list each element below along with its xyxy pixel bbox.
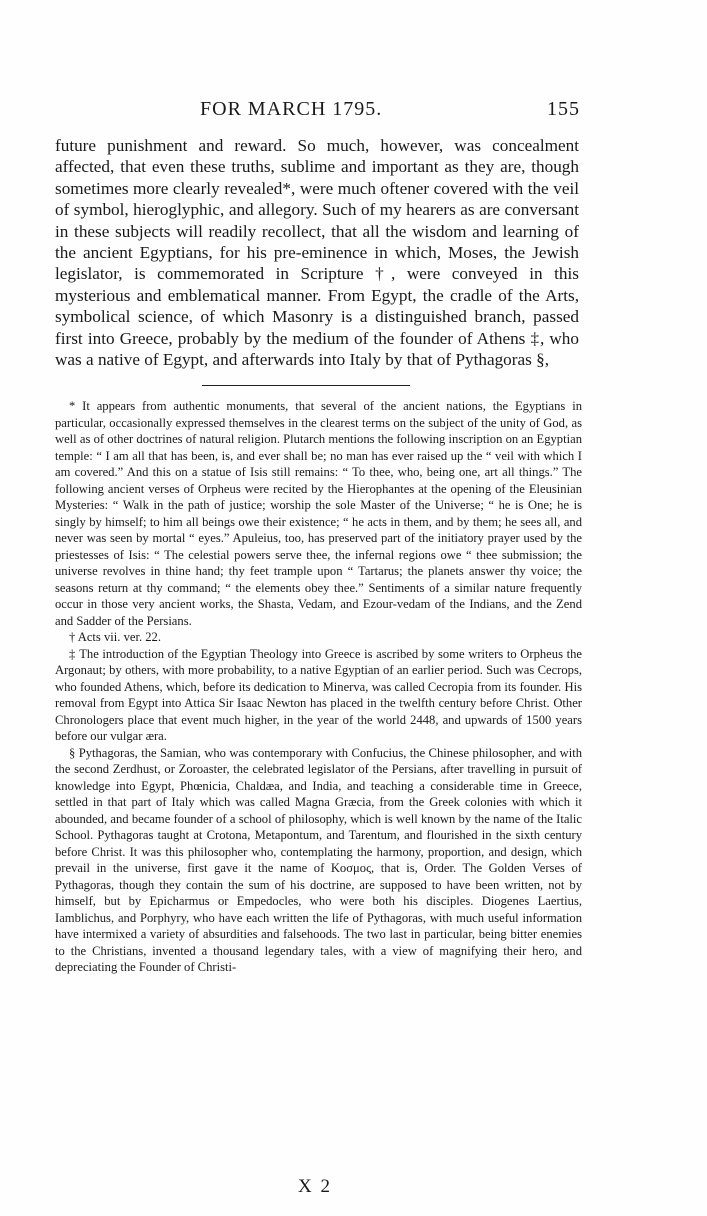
running-header xyxy=(200,98,580,128)
footnote-divider xyxy=(202,385,410,386)
signature-mark: X 2 xyxy=(298,1176,332,1197)
running-title: FOR MARCH 1795. xyxy=(200,98,383,120)
footnote-section: § Pythagoras, the Samian, who was contemporary with Confucius, the Chinese philosopher, and with the second Zerdhust, or Zoroaster, the celebrated legislator of the Persians, after travelling in pursuit of knowledge into Egypt, Phœnicia, Chaldæa, and India, and teaching a considerable time in Greece, settled in that part of Italy which was called Magna Græcia, from the Greek colonies with which it abounded, and became founder of a school of philosophy, which is well known by the name of the Italic School. Pythagoras taught at Crotona, Metapontum, and Tarentum, and flourished in the sixth century before Christ. It was this philosopher who, contemplating the harmony, proportion, and design, which prevail in the universe, first gave it the name of Κοσμος, that is, Order. The Golden Verses of Pythagoras, though they contain the sum of his doctrine, are supposed to have been written, not by himself, but by Epicharmus or Empedocles, who were both his disciples. Diogenes Laertius, Iamblichus, and Porphyry, who have each written the life of Pythagoras, with much useful information have intermixed a variety of absurdities and falsehoods. The two last in particular, being bitter enemies to the Christians, invented a thousand legendary tales, with a view of magnifying their hero, and depreciating the Founder of Christi- xyxy=(55,745,582,974)
main-text xyxy=(55,135,579,370)
footnotes xyxy=(55,398,582,976)
footnote-star: * It appears from authentic monuments, that several of the ancient nations, the Egyptians in particular, occasionally expressed themselves in the clearest terms on the subject of the unity of God, as well as of other doctrines of natural religion. Plutarch mentions the following inscription on an Egyptian temple: “ I am all that has been, is, and ever shall be; no man has ever raised up the “ veil with which I am covered.” And this on a statue of Isis still remains: “ To thee, who, being one, art all things.” The following ancient verses of Orpheus were recited by the Hierophantes at the opening of the Eleusinian Mysteries: “ Walk in the path of justice; worship the sole Master of the Universe; “ he is One; he is singly by himself; to him all beings owe their existence; “ he acts in them, and by them; he sees all, and never was seen by mortal “ eyes.” Apuleius, too, has preserved part of the initiatory prayer used by the priestesses of Isis: “ The celestial powers serve thee, the infernal regions owe “ thee submission; the universe revolves in thine hand; thy feet trample upon “ Tartarus; the planets answer thy voice; the seasons return at thy command; “ the elements obey thee.” Sentiments of a similar nature frequently occur in those very ancient works, the Shasta, Vedam, and Ezour-vedam of the Indians, and the Zend and Sadder of the Persians. xyxy=(55,399,582,628)
footnote-double-dagger: ‡ The introduction of the Egyptian Theology into Greece is ascribed by some writers to Orpheus the Argonaut; by others, with more probability, to a native Egyptian of an earlier period. Such was Cecrops, who founded Athens, which, before its dedication to Minerva, was called Cecropia from its founder. His removal from Egypt into Attica Sir Isaac Newton has placed in the twelfth century before Christ. Other Chronologers place that event much higher, in the year of the world 2448, and upwards of 1500 years before our vulgar æra. xyxy=(55,646,582,743)
page-number: 155 xyxy=(547,98,580,120)
footnote-dagger: † Acts vii. ver. 22. xyxy=(69,630,161,644)
body-paragraph: future punishment and reward. So much, however, was concealment affected, that even these truths, sublime and important as they are, though sometimes more clearly revealed*, were much oftener covered with the veil of symbol, hieroglyphic, and allegory. Such of my hearers as are conversant in these subjects will readily recollect, that all the wisdom and learning of the ancient Egyptians, for his pre-eminence in which, Moses, the Jewish legislator, is commemorated in Scripture †, were conveyed in this mysterious and emblematical manner. From Egypt, the cradle of the Arts, symbolical science, of which Masonry is a distinguished branch, passed first into Greece, probably by the medium of the founder of Athens ‡, who was a native of Egypt, and afterwards into Italy by that of Pythagoras §, xyxy=(55,136,579,370)
